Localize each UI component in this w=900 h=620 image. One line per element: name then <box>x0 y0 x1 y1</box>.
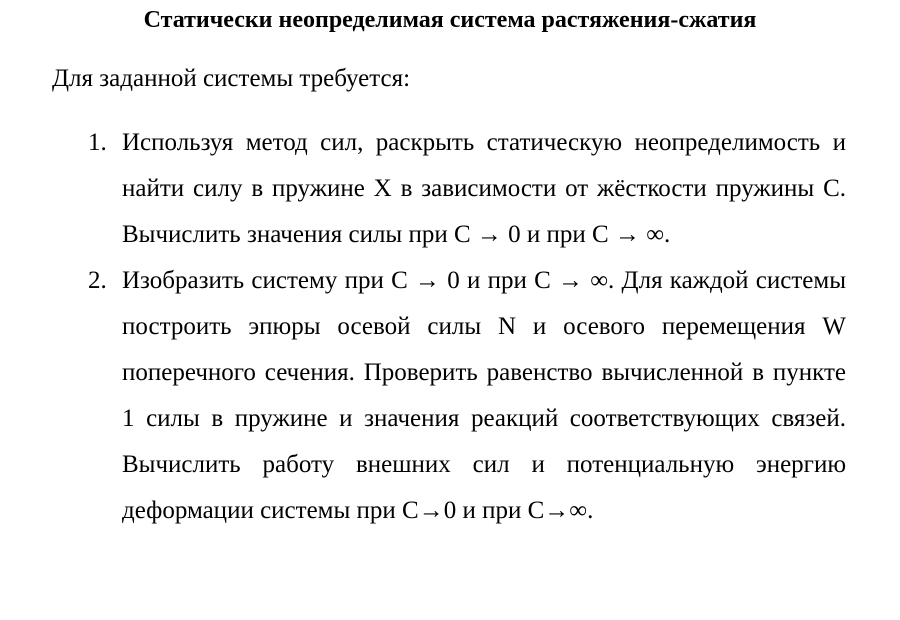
list-item-text: Используя метод сил, раскрыть статическую неопределимость и найти силу в пружине X в зависимости от жёсткости пружины C. Вычислить значения силы при C → 0 и при C → ∞. <box>122 129 846 248</box>
list-item <box>0 258 900 534</box>
intro-text: Для заданной системы требуется: <box>52 65 411 92</box>
list-item <box>0 120 900 258</box>
list-item-number: 2. <box>88 267 107 294</box>
task-list <box>0 120 900 534</box>
document-title: Статически неопределимая система растяжения-сжатия <box>143 7 757 33</box>
list-item-number: 1. <box>88 129 107 156</box>
list-item-text: Изобразить систему при C → 0 и при C → ∞. Для каждой системы построить эпюры осевой силы N и осевого перемещения W поперечного сечения. Проверить равенство вычисленной в пункте 1 силы в пружине и значения реакций соответствующих связей. Вычислить работу внешних сил и потенциальную энергию деформации системы при C→0 и при C→∞. <box>122 267 846 524</box>
